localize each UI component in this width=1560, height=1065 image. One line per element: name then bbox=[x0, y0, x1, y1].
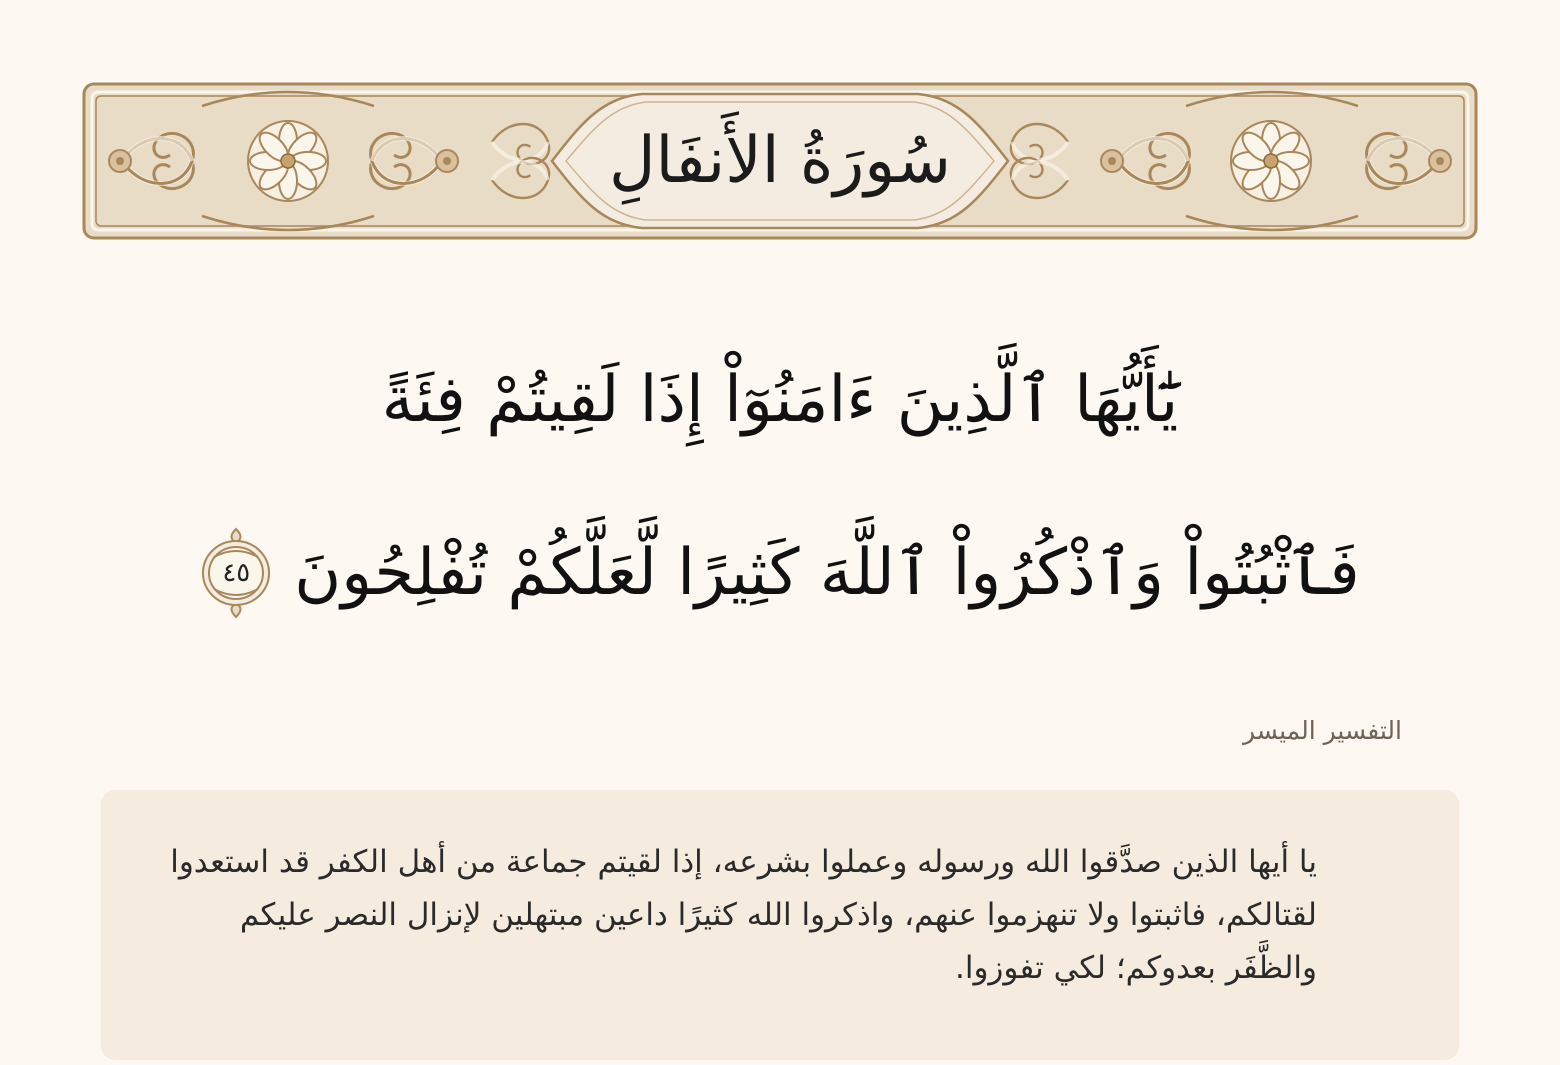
tafsir-box bbox=[101, 790, 1459, 1060]
surah-header-banner bbox=[82, 82, 1478, 240]
verse-line-2: فَٱثْبُتُواْ وَٱذْكُرُواْ ٱللَّهَ كَثِيرًا لَّعَلَّكُمْ تُفْلِحُونَ bbox=[294, 536, 1360, 610]
verse-line-1: يَٰٓأَيُّهَا ٱلَّذِينَ ءَامَنُوٓاْ إِذَا لَقِيتُمْ فِئَةً bbox=[381, 363, 1179, 437]
tafsir-text: يا أيها الذين صدَّقوا الله ورسوله وعملوا بشرعه، إذا لقيتم جماعة من أهل الكفر قد استعدوا لقتالكم، فاثبتوا ولا تنهزموا عنهم، واذكروا الله كثيرًا داعين مبتهلين لإنزال النصر عليكم والظَّفَر بعدوكم؛ لكي تفوزوا. bbox=[170, 844, 1317, 986]
tafsir-label: التفسير الميسر bbox=[1243, 716, 1402, 745]
ayah-number: ٤٥ bbox=[222, 558, 251, 588]
ayah-end-marker-icon bbox=[200, 527, 272, 619]
surah-title: سُورَةُ الأَنفَالِ bbox=[609, 124, 951, 198]
verse-line-2-container bbox=[100, 518, 1460, 628]
